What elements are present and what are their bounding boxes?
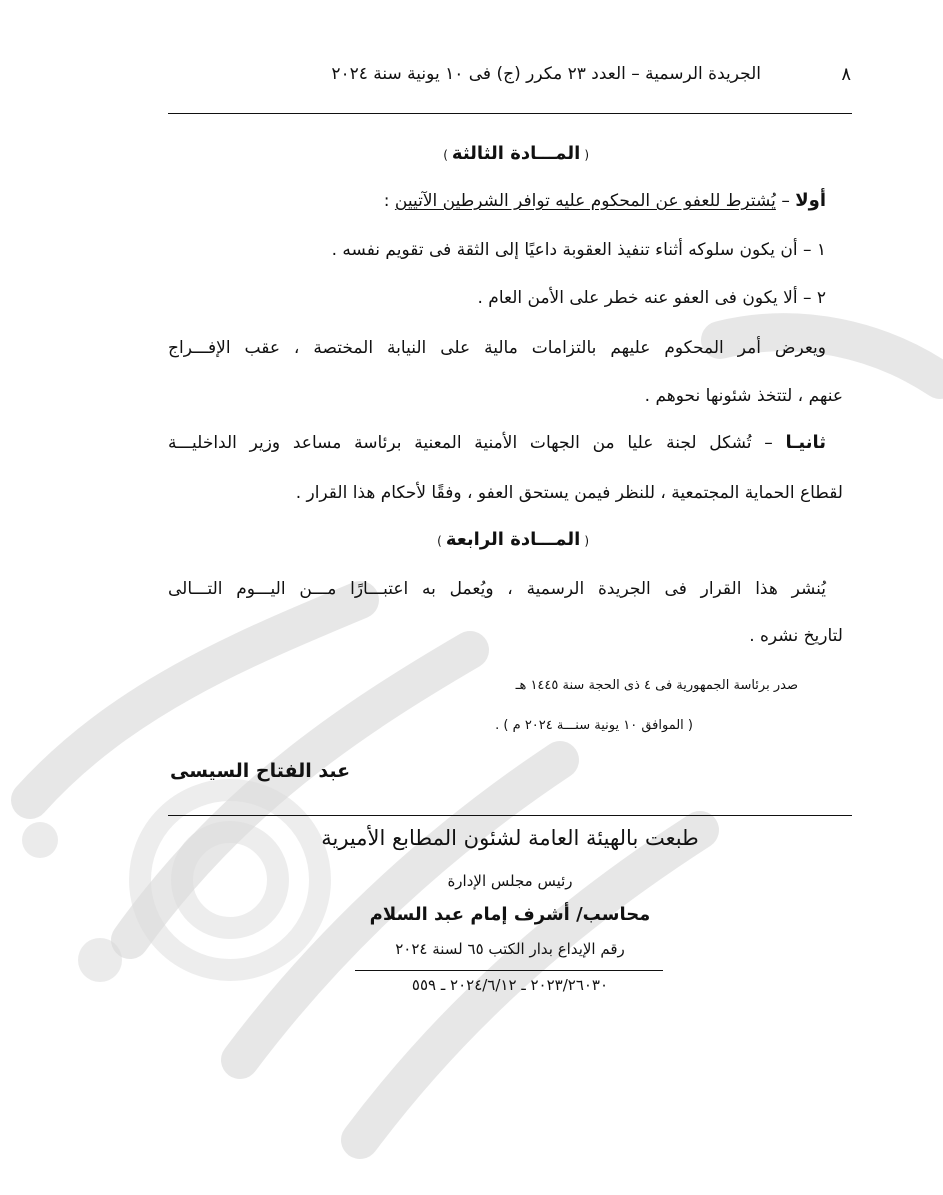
condition-2: ٢ – ألا يكون فى العفو عنه خطر على الأمن العام .	[477, 288, 826, 308]
second-clause-text: – تُشكل لجنة عليا من الجهات الأمنية المعنية برئاسة مساعد وزير الداخليـــة	[168, 433, 786, 453]
printed-by: طبعت بالهيئة العامة لشئون المطابع الأميرية	[321, 826, 699, 850]
first-lead: أولا	[795, 190, 826, 211]
serial-number: ٢٠٢٣/٢٦٠٣٠ ـ ٢٠٢٤/٦/١٢ ـ ٥٥٩	[411, 976, 609, 994]
first-clause-text: يُشترط للعفو عن المحكوم عليه توافر الشرطين الآتيين	[394, 191, 776, 211]
first-clause	[384, 190, 826, 211]
paren-close: )	[437, 534, 442, 548]
issuance-line-1: صدر برئاسة الجمهورية فى ٤ ذى الحجة سنة ١٤٤٥ هـ	[515, 678, 798, 693]
condition-1: ١ – أن يكون سلوكه أثناء تنفيذ العقوبة داعيًا إلى الثقة فى تقويم نفسه .	[331, 240, 826, 260]
accountant-name: محاسب/ أشرف إمام عبد السلام	[369, 904, 651, 925]
paragraph-line-1: ويعرض أمر المحكوم عليهم بالتزامات مالية على النيابة المختصة ، عقب الإفـــراج	[168, 338, 826, 358]
paragraph-line-2: عنهم ، لتتخذ شئونها نحوهم .	[644, 386, 843, 406]
article4-line-2: لتاريخ نشره .	[749, 626, 843, 646]
signature: عبد الفتاح السيسى	[170, 760, 351, 782]
second-clause-line-2: لقطاع الحماية المجتمعية ، للنظر فيمن يستحق العفو ، وفقًا لأحكام هذا القرار .	[295, 483, 843, 503]
article4-line-1: يُنشر هذا القرار فى الجريدة الرسمية ، ويُعمل به اعتبـــارًا مـــن اليـــوم التـــالى	[168, 579, 826, 599]
first-colon: :	[383, 191, 395, 211]
second-clause-line-1	[168, 432, 826, 453]
article4-heading	[433, 529, 593, 550]
second-lead: ثانيـا	[785, 432, 826, 453]
serial-divider	[355, 970, 663, 971]
footer-divider	[168, 815, 852, 816]
article4-heading-text: المـــادة الرابعة	[445, 529, 581, 550]
issuance-line-2: ( الموافق ١٠ يونية سنـــة ٢٠٢٤ م ) .	[495, 718, 693, 733]
header-divider	[168, 113, 852, 114]
paren-open: (	[584, 534, 589, 548]
deposit-number: رقم الإيداع بدار الكتب ٦٥ لسنة ٢٠٢٤	[395, 940, 625, 958]
article3-heading-text: المـــادة الثالثة	[451, 143, 581, 164]
paren-close: )	[443, 148, 448, 162]
page-number: ٨	[841, 64, 851, 85]
first-dash: –	[775, 191, 796, 211]
paren-open: (	[584, 148, 589, 162]
header-title: الجريدة الرسمية – العدد ٢٣ مكرر (ج) فى ١٠ يونية سنة ٢٠٢٤	[331, 64, 761, 84]
article3-heading	[439, 143, 593, 164]
council-title: رئيس مجلس الإدارة	[447, 872, 573, 890]
